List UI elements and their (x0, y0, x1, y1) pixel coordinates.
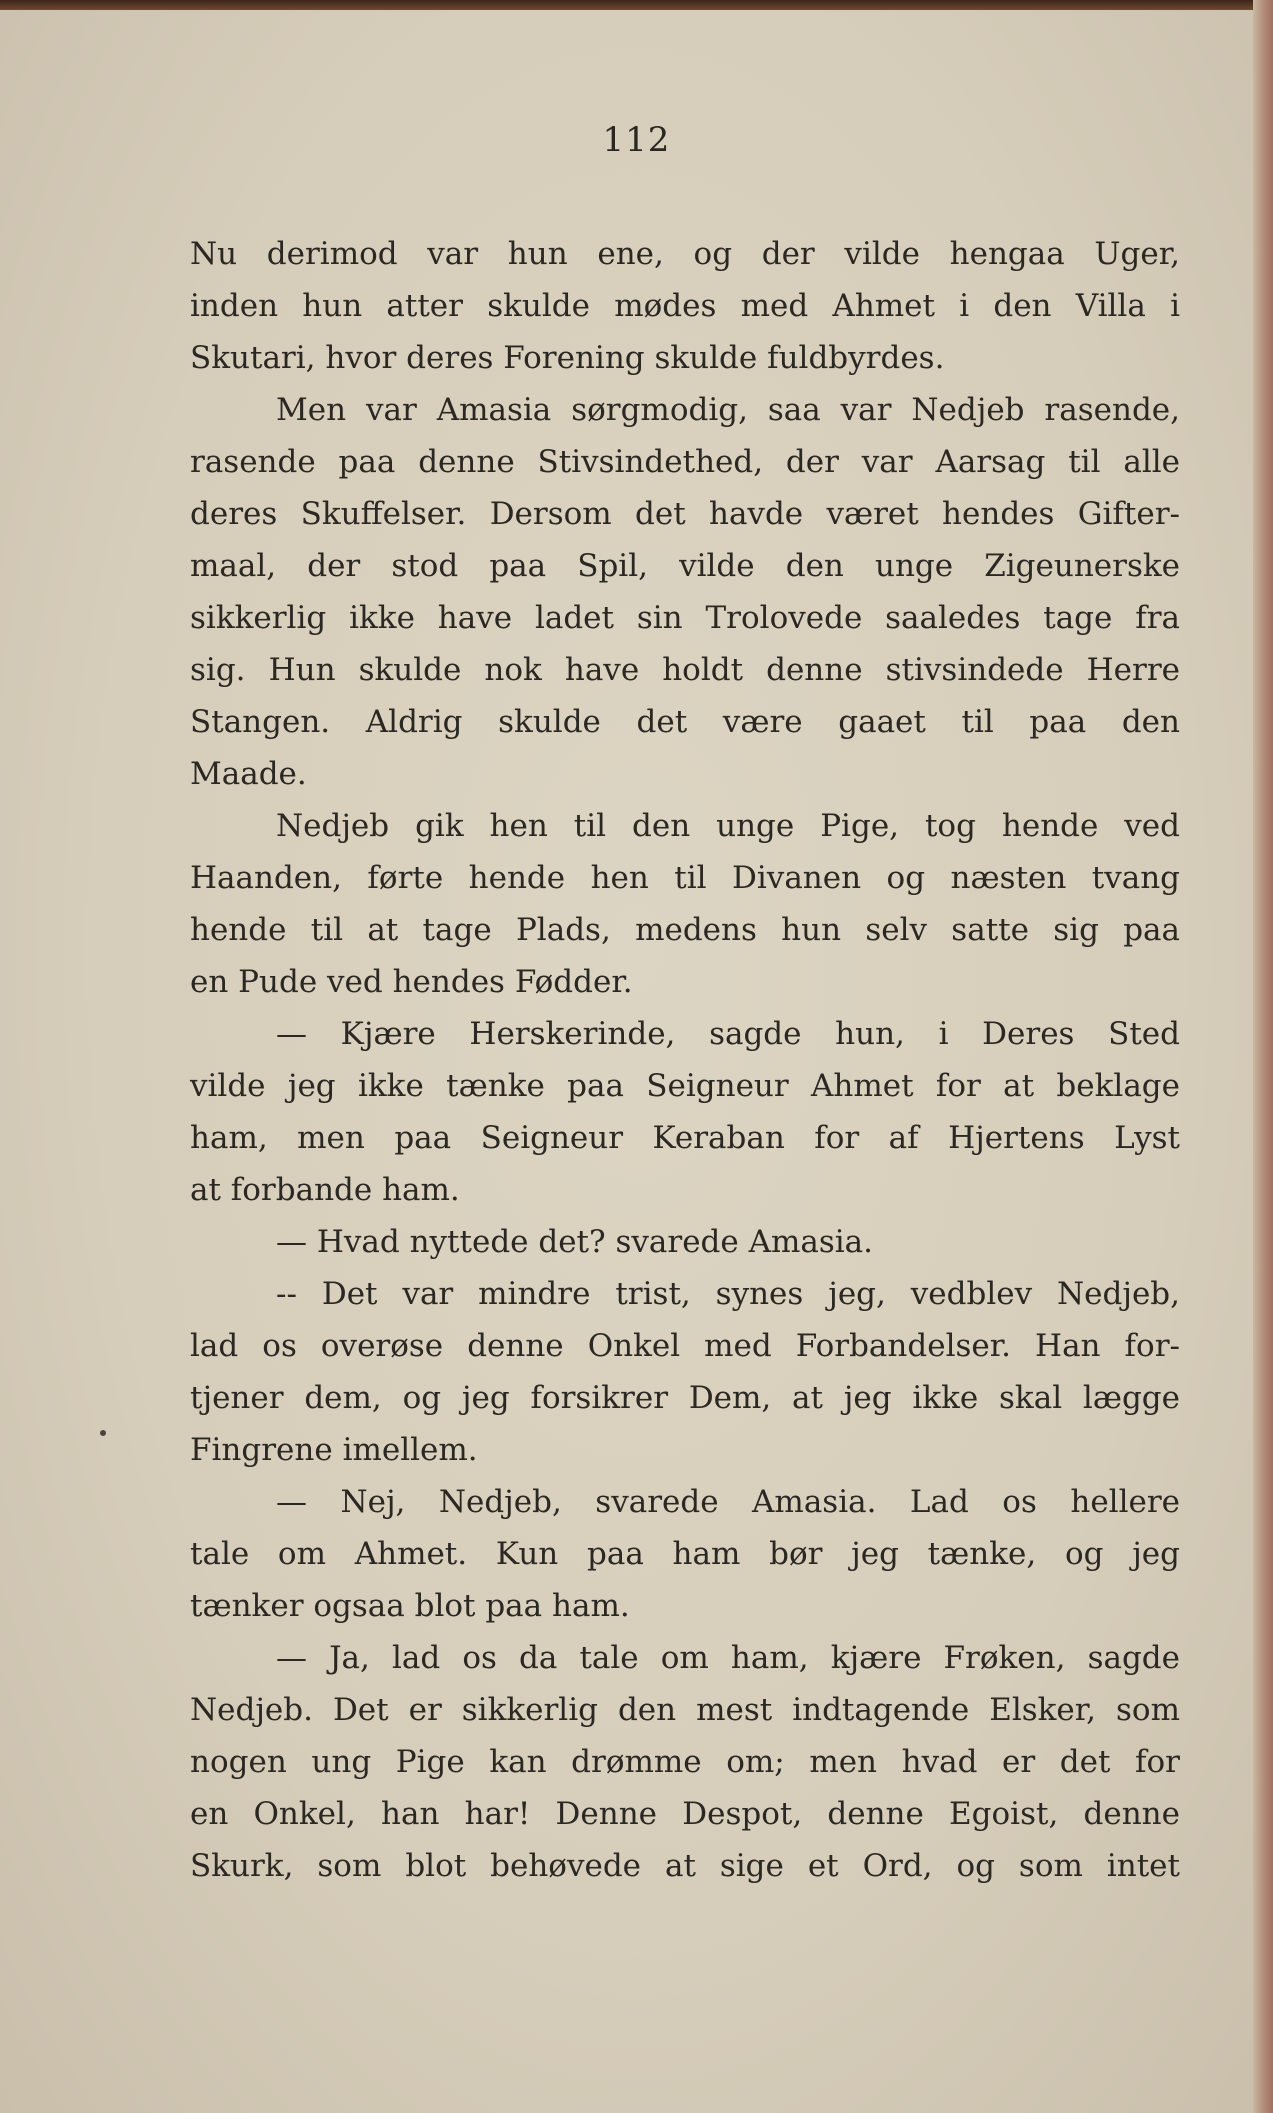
text-line: Men var Amasia sørgmodig, saa var Nedjeb rasende, (276, 392, 1180, 428)
text-line: — Nej, Nedjeb, svarede Amasia. Lad os hellere (276, 1484, 1180, 1520)
text-line: en Onkel, han har! Denne Despot, denne Egoist, denne (190, 1796, 1180, 1832)
text-line: maal, der stod paa Spil, vilde den unge Zigeunerske (190, 548, 1180, 584)
page-top-edge (0, 0, 1273, 10)
text-line: — Ja, lad os da tale om ham, kjære Frøken, sagde (276, 1640, 1180, 1676)
page-right-edge (1253, 0, 1273, 2113)
text-line: vilde jeg ikke tænke paa Seigneur Ahmet for at beklage (190, 1068, 1180, 1104)
text-line: sig. Hun skulde nok have holdt denne stivsindede Herre (190, 652, 1180, 688)
text-line: Skutari, hvor deres Forening skulde fuldbyrdes. (190, 340, 945, 376)
text-line: sikkerlig ikke have ladet sin Trolovede saaledes tage fra (190, 600, 1180, 636)
text-line: -- Det var mindre trist, synes jeg, vedblev Nedjeb, (276, 1276, 1180, 1312)
text-line: lad os overøse denne Onkel med Forbandelser. Han for- (190, 1328, 1180, 1364)
text-line: at forbande ham. (190, 1172, 460, 1208)
body-text (190, 228, 1180, 1892)
text-line: Skurk, som blot behøvede at sige et Ord, og som intet (190, 1848, 1180, 1884)
text-line: Nedjeb. Det er sikkerlig den mest indtagende Elsker, som (190, 1692, 1180, 1728)
ink-speck (100, 1430, 106, 1436)
text-line: — Hvad nyttede det? svarede Amasia. (276, 1224, 874, 1260)
text-line: ham, men paa Seigneur Keraban for af Hjertens Lyst (190, 1120, 1180, 1156)
text-line: inden hun atter skulde mødes med Ahmet i den Villa i (190, 288, 1180, 324)
text-line: tale om Ahmet. Kun paa ham bør jeg tænke, og jeg (190, 1536, 1180, 1572)
text-line: hende til at tage Plads, medens hun selv satte sig paa (190, 912, 1180, 948)
text-line: Stangen. Aldrig skulde det være gaaet til paa den (190, 704, 1180, 740)
text-line: nogen ung Pige kan drømme om; men hvad er det for (190, 1744, 1180, 1780)
text-line: Fingrene imellem. (190, 1432, 478, 1468)
text-line: rasende paa denne Stivsindethed, der var Aarsag til alle (190, 444, 1180, 480)
text-line: en Pude ved hendes Fødder. (190, 964, 633, 1000)
text-line: Nedjeb gik hen til den unge Pige, tog hende ved (276, 808, 1180, 844)
text-line: Maade. (190, 756, 307, 792)
text-line: deres Skuffelser. Dersom det havde været hendes Gifter- (190, 496, 1180, 532)
page-number: 112 (602, 120, 671, 160)
text-line: — Kjære Herskerinde, sagde hun, i Deres Sted (276, 1016, 1180, 1052)
text-line: Haanden, førte hende hen til Divanen og næsten tvang (190, 860, 1180, 896)
text-line: tjener dem, og jeg forsikrer Dem, at jeg ikke skal lægge (190, 1380, 1180, 1416)
text-line: tænker ogsaa blot paa ham. (190, 1588, 630, 1624)
text-line: Nu derimod var hun ene, og der vilde hengaa Uger, (190, 236, 1180, 272)
